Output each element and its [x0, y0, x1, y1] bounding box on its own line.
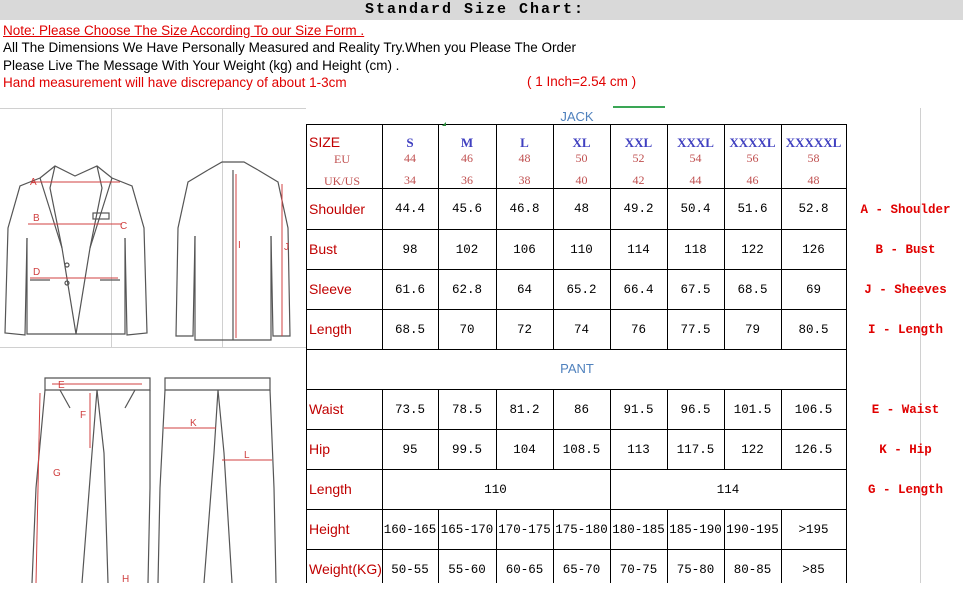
pant-waist-cell: 106.5	[794, 402, 833, 417]
jacket-sleeve-cell: 61.6	[394, 282, 425, 297]
table-line	[306, 124, 847, 125]
uk-us-size: 44	[689, 173, 702, 187]
jacket-sleeve-cell: 67.5	[680, 282, 711, 297]
jacket-sleeve-cell: 66.4	[623, 282, 654, 297]
weight-cell: 60-65	[505, 562, 544, 577]
row-label-hip: Hip	[309, 441, 331, 457]
uk-us-size: 36	[461, 173, 473, 187]
row-label-waist: Waist	[309, 401, 344, 417]
note-line-3: Please Live The Message With Your Weight (kg) and Height (cm) .	[3, 58, 400, 73]
jacket-shoulder-cell: 45.6	[451, 201, 482, 216]
diagram-letter-g: G	[53, 468, 61, 479]
jacket-sleeve-cell: 64	[516, 282, 532, 297]
height-cell: 190-195	[726, 522, 779, 537]
jacket-shoulder-cell: 51.6	[737, 201, 768, 216]
eu-size: 56	[746, 151, 759, 165]
section-accent	[613, 106, 665, 108]
diagram-letter-f: F	[80, 410, 87, 421]
legend-pant-length: G - Length	[867, 483, 943, 497]
eu-size: 58	[807, 151, 820, 165]
jacket-length-cell: 68.5	[394, 322, 425, 337]
size-header: XL	[572, 135, 591, 150]
uk-us-label: UK/US	[324, 174, 361, 188]
jacket-length-cell: 72	[516, 322, 532, 337]
gridline	[920, 108, 921, 583]
weight-cell: 50-55	[391, 562, 429, 577]
pant-hip-cell: 113	[627, 442, 650, 457]
pant-length-value-large: 114	[716, 482, 740, 497]
eu-size: 52	[632, 151, 645, 165]
pant-hip-cell: 104	[513, 442, 536, 457]
pant-hip-cell: 117.5	[676, 442, 715, 457]
weight-cell: 75-80	[676, 562, 715, 577]
pant-waist-cell: 91.5	[623, 402, 654, 417]
jacket-bust-cell: 114	[627, 242, 650, 257]
row-label-sleeve: Sleeve	[309, 281, 352, 297]
size-header: L	[520, 135, 529, 150]
jacket-bust-cell: 102	[455, 242, 479, 257]
pants-back-illustration	[158, 378, 276, 583]
row-label-weight: Weight(KG)	[309, 561, 382, 577]
note-line-4: Hand measurement will have discrepancy of about 1-3cm	[3, 75, 347, 90]
jacket-shoulder-cell: 49.2	[623, 201, 654, 216]
diagram-letter-l: L	[244, 450, 250, 461]
eu-size: 50	[575, 151, 588, 165]
legend-shoulder: A - Shoulder	[860, 203, 951, 217]
height-cell: >195	[798, 522, 829, 537]
pant-hip-cell: 99.5	[451, 442, 482, 457]
height-cell: 175-180	[555, 522, 608, 537]
jacket-bust-cell: 126	[802, 242, 825, 257]
legend-hip: K - Hip	[879, 443, 932, 457]
pant-waist-cell: 78.5	[451, 402, 482, 417]
jacket-section-title: JACK	[560, 109, 594, 124]
uk-us-size: 42	[632, 173, 645, 187]
pant-section-title: PANT	[560, 361, 594, 376]
jacket-length-cell: 76	[630, 322, 646, 337]
legend-length: I - Length	[867, 323, 943, 337]
diagram-letter-d: D	[33, 267, 41, 278]
diagram-letter-c: C	[120, 221, 128, 232]
section-tick	[438, 122, 446, 126]
height-cell: 170-175	[498, 522, 551, 537]
jacket-bust-cell: 110	[570, 242, 593, 257]
jacket-bust-cell: 118	[684, 242, 707, 257]
diagram-letter-e: E	[58, 380, 65, 391]
jacket-shoulder-cell: 44.4	[394, 201, 425, 216]
pant-waist-cell: 73.5	[394, 402, 425, 417]
pant-hip-cell: 122	[741, 442, 764, 457]
legend-bust: B - Bust	[875, 243, 936, 257]
pant-waist-cell: 81.2	[509, 402, 540, 417]
diagram-letter-i: I	[238, 240, 241, 251]
diagram-letter-b: B	[33, 213, 40, 224]
eu-size: 48	[518, 151, 531, 165]
pant-length-value-small: 110	[484, 482, 507, 497]
jacket-shoulder-cell: 50.4	[680, 201, 711, 216]
height-cell: 165-170	[440, 522, 494, 537]
jacket-length-cell: 77.5	[680, 322, 711, 337]
page-title: Standard Size Chart:	[364, 1, 586, 18]
pant-hip-cell: 126.5	[794, 442, 833, 457]
table-line	[846, 124, 847, 583]
eu-size: 46	[461, 151, 473, 165]
size-header: XXL	[624, 135, 653, 150]
jacket-shoulder-cell: 48	[573, 201, 589, 216]
eu-size: 54	[689, 151, 702, 165]
jacket-bust-cell: 122	[741, 242, 764, 257]
jacket-length-cell: 79	[744, 322, 760, 337]
size-label: SIZE	[309, 134, 341, 150]
diagram-letter-j: J	[284, 242, 289, 253]
uk-us-size: 48	[807, 173, 820, 187]
height-cell: 185-190	[669, 522, 722, 537]
legend-waist: E - Waist	[871, 403, 940, 417]
eu-size: 44	[404, 151, 416, 165]
jacket-front-illustration	[5, 166, 147, 335]
legend-sleeve: J - Sheeves	[864, 283, 947, 297]
size-header: XXXXL	[729, 135, 776, 150]
diagram-letter-a: A	[30, 177, 37, 188]
note-line-1: Note: Please Choose The Size According To our Size Form .	[3, 23, 365, 38]
uk-us-size: 34	[404, 173, 416, 187]
row-label-height: Height	[309, 521, 350, 537]
note-line-2: All The Dimensions We Have Personally Measured and Reality Try.When you Please The Order	[3, 40, 577, 55]
uk-us-size: 40	[575, 173, 588, 187]
weight-cell: 70-75	[619, 562, 658, 577]
size-header: XXXL	[677, 135, 714, 150]
jacket-sleeve-cell: 69	[805, 282, 821, 297]
pant-hip-cell: 108.5	[562, 442, 601, 457]
jacket-length-cell: 74	[573, 322, 589, 337]
weight-cell: 65-70	[562, 562, 601, 577]
eu-label: EU	[334, 152, 350, 166]
uk-us-size: 46	[746, 173, 759, 187]
size-header: M	[460, 135, 474, 150]
inch-conversion-note: ( 1 Inch=2.54 cm )	[527, 74, 637, 89]
jacket-sleeve-cell: 68.5	[737, 282, 768, 297]
pant-waist-cell: 101.5	[733, 402, 772, 417]
jacket-sleeve-cell: 65.2	[566, 282, 597, 297]
height-cell: 160-165	[383, 522, 437, 537]
pant-waist-cell: 86	[573, 402, 589, 417]
diagram-letter-k: K	[190, 418, 197, 429]
jacket-length-cell: 70	[459, 322, 475, 337]
weight-cell: 80-85	[733, 562, 772, 577]
size-header: XXXXXL	[785, 135, 842, 150]
diagram-letter-h: H	[122, 574, 130, 583]
uk-us-size: 38	[518, 173, 531, 187]
jacket-bust-cell: 98	[402, 242, 418, 257]
height-cell: 180-185	[612, 522, 665, 537]
jacket-shoulder-cell: 46.8	[509, 201, 540, 216]
jacket-sleeve-cell: 62.8	[451, 282, 482, 297]
jacket-length-cell: 80.5	[798, 322, 829, 337]
row-label-bust: Bust	[309, 241, 338, 257]
garment-diagram	[0, 108, 306, 583]
size-header: S	[406, 135, 414, 150]
weight-cell: 55-60	[448, 562, 486, 577]
pants-front-illustration	[32, 378, 150, 583]
row-label-jacket-length: Length	[309, 321, 352, 337]
jacket-shoulder-cell: 52.8	[798, 201, 829, 216]
pant-waist-cell: 96.5	[680, 402, 711, 417]
pant-hip-cell: 95	[402, 442, 418, 457]
jacket-back-illustration	[176, 162, 290, 340]
row-label-pant-length: Length	[309, 481, 352, 497]
row-label-shoulder: Shoulder	[309, 201, 366, 217]
weight-cell: >85	[802, 562, 825, 577]
jacket-bust-cell: 106	[513, 242, 536, 257]
